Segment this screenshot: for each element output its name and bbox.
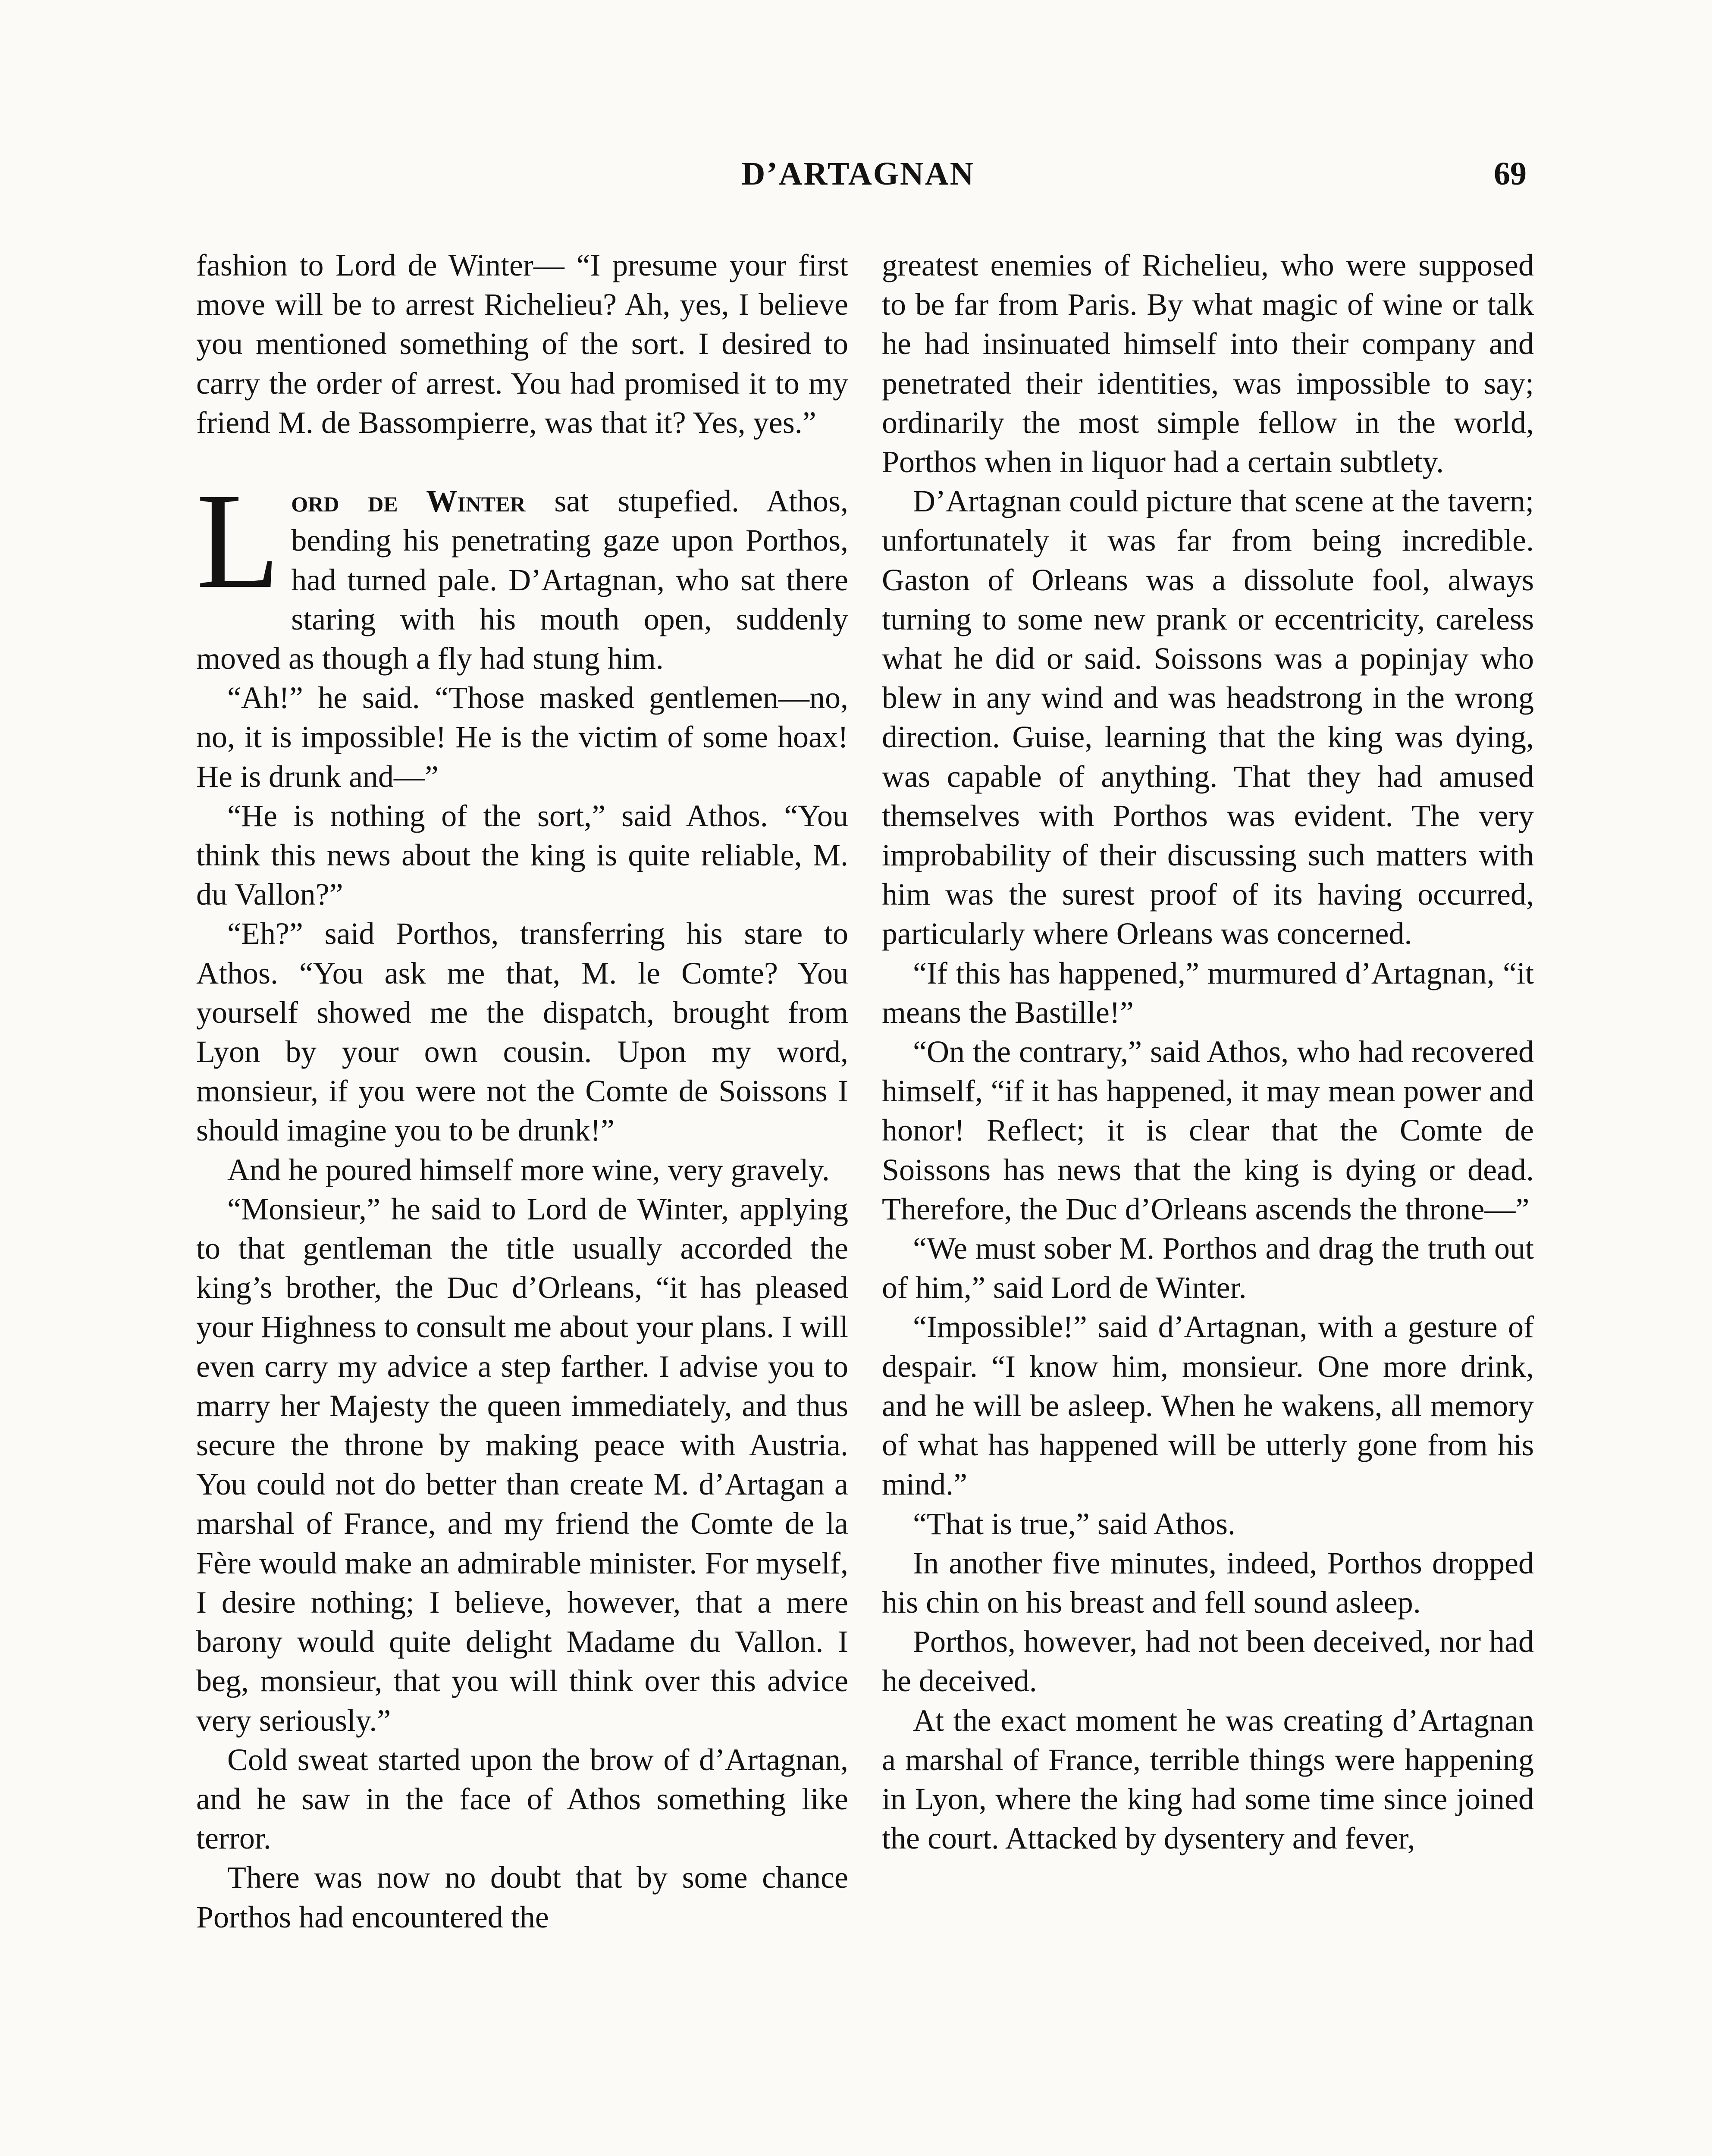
paragraph: Porthos, however, had not been deceived, nor had he deceived. <box>882 1624 1534 1698</box>
opening-smallcaps: ord de Winter <box>291 484 526 519</box>
left-column <box>196 246 848 1937</box>
chapter-opening-paragraph <box>196 465 849 678</box>
paragraph: “He is nothing of the sort,” said Athos. “You think this news about the king is quite reliable, M. du Vallon?” <box>196 798 848 912</box>
paragraph: “Monsieur,” he said to Lord de Winter, applying to that gentleman the title usually accorded the king’s brother, the Duc d’Orleans, “it has pleased your Highness to consult me about your plans. I will even carry my advice a step farther. I advise you to marry her Majesty the queen immediately, and thus secure the throne by making peace with Austria. You could not do better than create M. d’Artagan a marshal of France, and my friend the Comte de la Fère would make an admirable minister. For myself, I desire nothing; I believe, however, that a mere barony would quite delight Madame du Vallon. I beg, monsieur, that you will think over this advice very seriously.” <box>196 1191 848 1738</box>
right-column <box>882 246 1534 1858</box>
paragraph: “We must sober M. Porthos and drag the truth out of him,” said Lord de Winter. <box>882 1231 1534 1305</box>
page-number: 69 <box>1494 156 1527 192</box>
paragraph: In another five minutes, indeed, Porthos dropped his chin on his breast and fell sound asleep. <box>882 1545 1534 1620</box>
paragraph: “Ah!” he said. “Those masked gentlemen—no, no, it is impossible! He is the victim of some hoax! He is drunk and—” <box>196 680 848 794</box>
page-header <box>190 155 1527 207</box>
paragraph: And he poured himself more wine, very gravely. <box>227 1152 830 1187</box>
drop-cap: L <box>196 465 280 617</box>
opening-text: sat stupefied. Athos, bending his penetrating gaze upon Porthos, had turned pale. D’Artagnan, who sat there staring with his mouth open, suddenly moved as though a fly had stung him. <box>196 484 849 676</box>
paragraph: Cold sweat started upon the brow of d’Artagnan, and he saw in the face of Athos something like terror. <box>196 1742 848 1856</box>
paragraph: greatest enemies of Richelieu, who were supposed to be far from Paris. By what magic of wine or talk he had insinuated himself into their company and penetrated their identities, was impossible to say; ordinarily the most simple fellow in the world, Porthos when in liquor had a certain subtlety. <box>882 248 1534 479</box>
paragraph: fashion to Lord de Winter— “I presume your first move will be to arrest Richelieu? Ah, yes, I believe you mentioned something of the sort. I desired to carry the order of arrest. You had promised it to my friend M. de Bassompierre, was that it? Yes, yes.” <box>196 248 848 440</box>
running-title: D’ARTAGNAN <box>741 156 975 192</box>
paragraph: “Eh?” said Porthos, transferring his stare to Athos. “You ask me that, M. le Comte? You yourself showed me the dispatch, brought from Lyon by your own cousin. Upon my word, monsieur, if you were not the Comte de Soissons I should imagine you to be drunk!” <box>196 916 848 1148</box>
paragraph: D’Artagnan could picture that scene at the tavern; unfortunately it was far from being incredible. Gaston of Orleans was a dissolute fool, always turning to some new prank or eccentricity, careless what he did or said. Soissons was a popinjay who blew in any wind and was headstrong in the wrong direction. Guise, learning that the king was dying, was capable of anything. That they had amused themselves with Porthos was evident. The very improbability of their discussing such matters with him was the surest proof of its having occurred, particularly where Orleans was concerned. <box>882 484 1534 951</box>
paragraph: “On the contrary,” said Athos, who had recovered himself, “if it has happened, it may mean power and honor! Reflect; it is clear that the Comte de Soissons has news that the king is dying or dead. Therefore, the Duc d’Orleans ascends the throne—” <box>882 1034 1534 1226</box>
paragraph: At the exact moment he was creating d’Artagnan a marshal of France, terrible things were happening in Lyon, where the king had some time since joined the court. Attacked by dysentery and fever, <box>882 1703 1534 1856</box>
paragraph: There was now no doubt that by some chance Porthos had encountered the <box>196 1860 848 1934</box>
paragraph: “Impossible!” said d’Artagnan, with a gesture of despair. “I know him, monsieur. One more drink, and he will be asleep. When he wakens, all memory of what has happened will be utterly gone from his mind.” <box>882 1310 1534 1502</box>
paragraph: “That is true,” said Athos. <box>913 1506 1235 1541</box>
paragraph: “If this has happened,” murmured d’Artagnan, “it means the Bastille!” <box>882 956 1534 1030</box>
